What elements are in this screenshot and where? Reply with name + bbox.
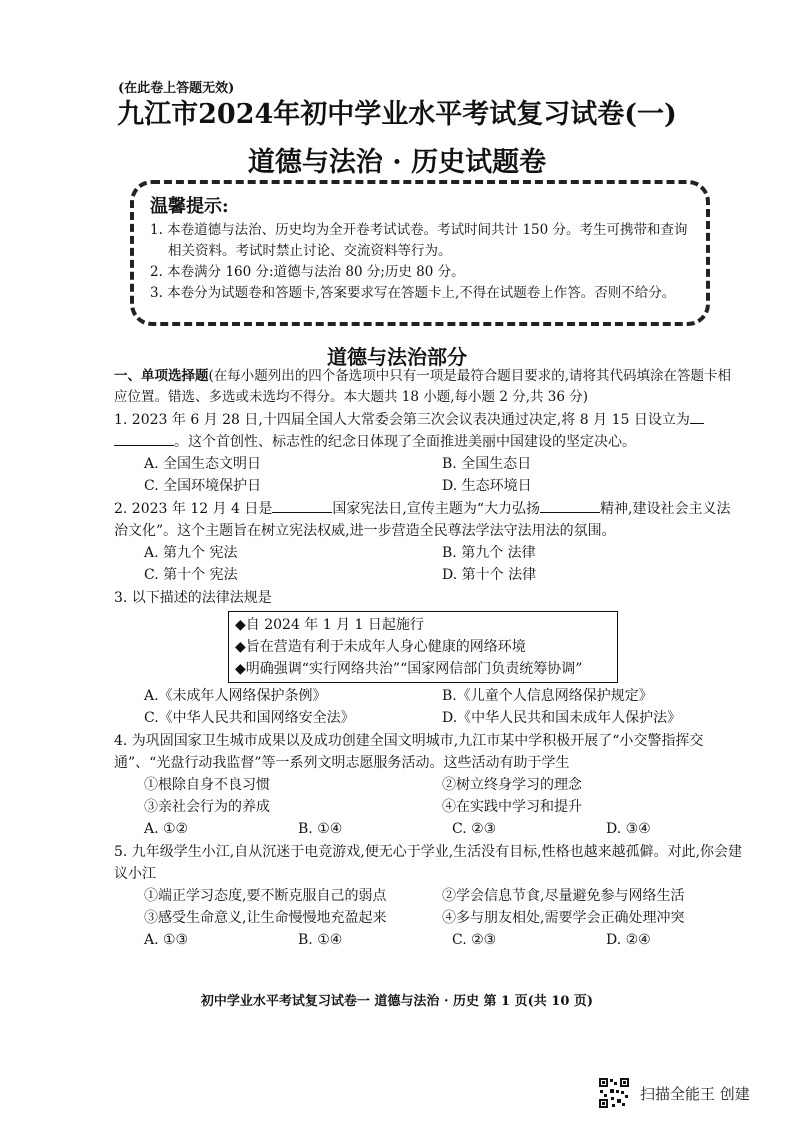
answer-blank (114, 431, 174, 446)
exam-title: 九江市2024年初中学业水平考试复习试卷(一) (117, 99, 677, 130)
statement-item: ④多与朋友相处,需要学会正确处理冲突 (442, 910, 685, 926)
option-a: A. 第九个 宪法 (144, 545, 238, 561)
option-b: B. 全国生态日 (442, 456, 532, 472)
question-stem: 5. 九年级学生小江,自从沉迷于电竞游戏,便无心于学业,生活没有目标,性格也越来越孤僻。对此,你会建议小江 (114, 844, 743, 882)
option-d: D. 第十个 法律 (442, 567, 537, 583)
question-stem: 4. 为巩固国家卫生城市成果以及成功创建全国文明城市,九江市某中学积极开展了“小交警指挥交通”、“光盘行动我监督”等一系列文明志愿服务活动。这些活动有助于学生 (114, 733, 704, 771)
question-5 (114, 841, 744, 951)
exam-subtitle: 道德与法治 · 历史试题卷 (247, 147, 547, 178)
questions-area (114, 366, 744, 951)
option-b: B.《儿童个人信息网络保护规定》 (442, 688, 653, 704)
option-c: C. ②③ (452, 821, 497, 837)
option-b: B. ①④ (298, 932, 343, 948)
statement-item: ①端正学习态度,要不断克服自己的弱点 (144, 888, 387, 904)
answer-blank (272, 498, 332, 513)
instruction-text: (在每小题列出的四个备选项中只有一项是最符合题目要求的,请将其代码填涂在答题卡相应位置。错选、多选或未选均不得分。本大题共 18 小题,每小题 2 分,共 36 分) (114, 368, 732, 405)
statement-item: ①根除自身不良习惯 (144, 777, 270, 793)
option-d: D. ②④ (606, 932, 651, 948)
option-b: B. ①④ (298, 821, 343, 837)
question-stem: 精神,建设社会主义法治文化”。这个主题旨在树立宪法权威,进一步营造全民尊法学法守法用法的氛围。 (114, 501, 731, 539)
watermark-text: 扫描全能王 创建 (640, 1084, 750, 1103)
section-title: 道德与法治部分 (327, 345, 467, 369)
statement-item: ②树立终身学习的理念 (442, 777, 582, 793)
option-a: A. ①② (144, 821, 189, 837)
statement-item: ③亲社会行为的养成 (144, 799, 270, 815)
question-1 (114, 409, 744, 497)
statement-item: ③感受生命意义,让生命慢慢地充盈起来 (144, 910, 387, 926)
question-stem: 2. 2023 年 12 月 4 日是 (114, 501, 273, 517)
answer-blank (540, 498, 600, 513)
tips-item: 1. 本卷道德与法治、历史均为全开卷考试试卷。考试时间共计 150 分。考生可携带和查询相关资料。考试时禁止讨论、交流资料等行为。 (150, 222, 688, 259)
section-instruction (114, 366, 744, 408)
option-a: A. 全国生态文明日 (144, 456, 262, 472)
option-a: A.《未成年人网络保护条例》 (144, 688, 327, 704)
option-c: C. ②③ (452, 932, 497, 948)
option-c: C. 第十个 宪法 (144, 567, 238, 583)
option-d: D. ③④ (606, 821, 651, 837)
description-line: ◆旨在营造有利于未成年人身心健康的网络环境 (235, 639, 526, 655)
option-d: D. 生态环境日 (442, 478, 532, 494)
instruction-heading: 一、单项选择题 (114, 368, 209, 384)
option-c: C. 全国环境保护日 (144, 478, 262, 494)
statement-item: ②学会信息节食,尽量避免参与网络生活 (442, 888, 685, 904)
scanner-watermark (598, 1076, 750, 1110)
invalid-answer-notice: (在此卷上答题无效) (118, 81, 235, 96)
question-stem: 3. 以下描述的法律法规是 (114, 590, 272, 606)
statement-item: ④在实践中学习和提升 (442, 799, 582, 815)
qr-code-icon (598, 1077, 630, 1109)
question-2 (114, 498, 744, 586)
description-line: ◆自 2024 年 1 月 1 日起施行 (235, 617, 424, 633)
option-a: A. ①③ (144, 932, 189, 948)
tips-box (130, 180, 710, 326)
option-d: D.《中华人民共和国未成年人保护法》 (442, 710, 682, 726)
law-description-box (228, 611, 618, 683)
question-3 (114, 587, 744, 729)
question-stem: 1. 2023 年 6 月 28 日,十四届全国人大常委会第三次会议表决通过决定,将 8 月 15 日设立为 (114, 412, 690, 428)
answer-blank (690, 409, 704, 424)
tips-item: 2. 本卷满分 160 分:道德与法治 80 分;历史 80 分。 (150, 264, 465, 280)
question-stem: 。这个首创性、标志性的纪念日体现了全面推进美丽中国建设的坚定决心。 (174, 434, 636, 450)
question-stem: 国家宪法日,宣传主题为“大力弘扬 (332, 501, 541, 517)
tips-item: 3. 本卷分为试题卷和答题卡,答案要求写在答题卡上,不得在试题卷上作答。否则不给分。 (150, 285, 676, 301)
option-c: C.《中华人民共和国网络安全法》 (144, 710, 355, 726)
tips-title: 温馨提示: (150, 196, 229, 217)
question-4 (114, 730, 744, 840)
option-b: B. 第九个 法律 (442, 545, 536, 561)
page-footer: 初中学业水平考试复习试卷一 道德与法治 · 历史 第 1 页(共 10 页) (200, 994, 594, 1009)
description-line: ◆明确强调“实行网络共治”“国家网信部门负责统筹协调” (235, 661, 583, 677)
